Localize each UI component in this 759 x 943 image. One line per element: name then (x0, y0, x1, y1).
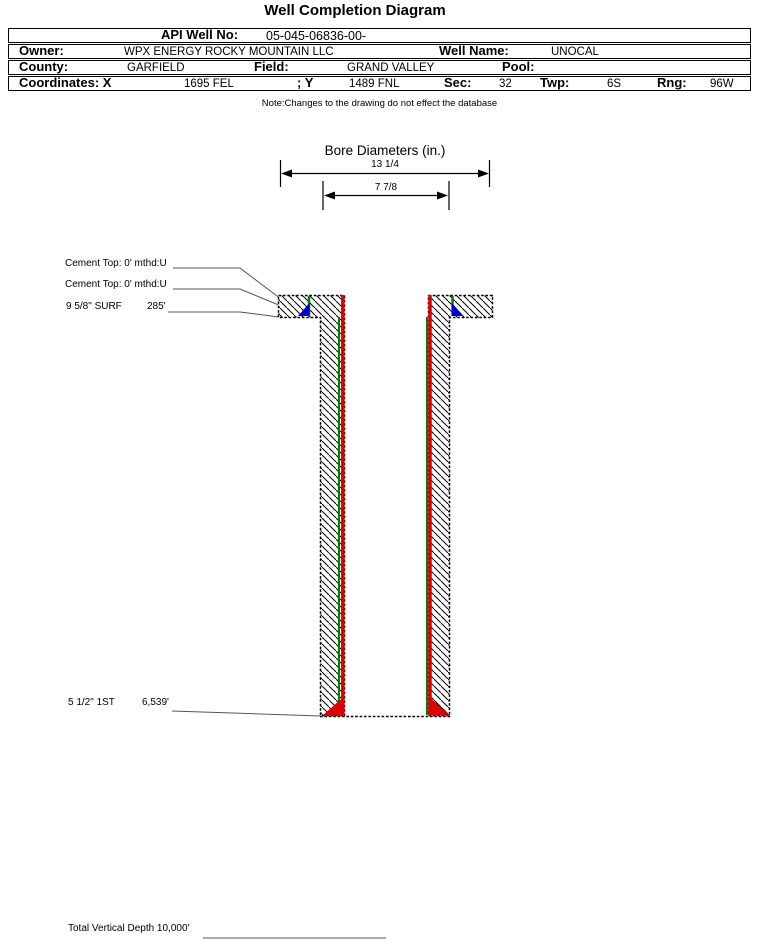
coordinates-label: Coordinates: X (19, 75, 112, 90)
range-value: 96W (710, 78, 734, 90)
surface-casing-label: 9 5/8" SURF (66, 301, 122, 312)
borehole-walls (279, 296, 493, 717)
production-casing-lines (343, 295, 430, 715)
api-well-no-value: 05-045-06836-00- (266, 29, 367, 43)
range-label: Rng: (657, 75, 687, 90)
cement-top-annotation-2: Cement Top: 0' mthd:U (65, 279, 167, 290)
api-well-no-label: API Well No: (161, 27, 239, 42)
section-label: Sec: (444, 75, 472, 90)
left-wall-hatch (279, 296, 345, 716)
section-value: 32 (499, 78, 512, 90)
coordinate-y-label: ; Y (297, 75, 314, 90)
page-title: Well Completion Diagram (264, 2, 446, 19)
database-note: Note:Changes to the drawing do not effect the database (261, 98, 498, 109)
production-casing-label: 5 1/2" 1ST (68, 697, 115, 708)
outer-diameter-label: 13 1/4 (371, 159, 399, 170)
production-casing-shoe-markers (323, 697, 451, 716)
annotation-leader-lines (168, 268, 386, 938)
well-name-label: Well Name: (439, 43, 509, 58)
surface-casing-depth: 285' (147, 301, 166, 312)
coordinate-y-value: 1489 FNL (349, 78, 400, 90)
coordinate-x-value: 1695 FEL (184, 78, 234, 90)
total-vertical-depth-label: Total Vertical Depth 10,000' (68, 923, 190, 934)
owner-label: Owner: (19, 43, 64, 58)
field-label: Field: (254, 59, 289, 74)
county-label: County: (19, 59, 69, 74)
owner-value: WPX ENERGY ROCKY MOUNTAIN LLC (124, 46, 334, 58)
township-value: 6S (607, 78, 622, 90)
township-label: Twp: (540, 75, 570, 90)
production-casing-depth: 6,539' (142, 697, 169, 708)
field-value: GRAND VALLEY (347, 62, 435, 74)
pool-label: Pool: (502, 59, 535, 74)
cement-top-annotation-1: Cement Top: 0' mthd:U (65, 258, 167, 269)
well-name-value: UNOCAL (551, 46, 599, 58)
bore-diameters-title: Bore Diameters (in.) (324, 143, 446, 158)
right-wall-hatch (429, 296, 493, 716)
county-value: GARFIELD (127, 62, 185, 74)
inner-diameter-label: 7 7/8 (374, 182, 398, 193)
